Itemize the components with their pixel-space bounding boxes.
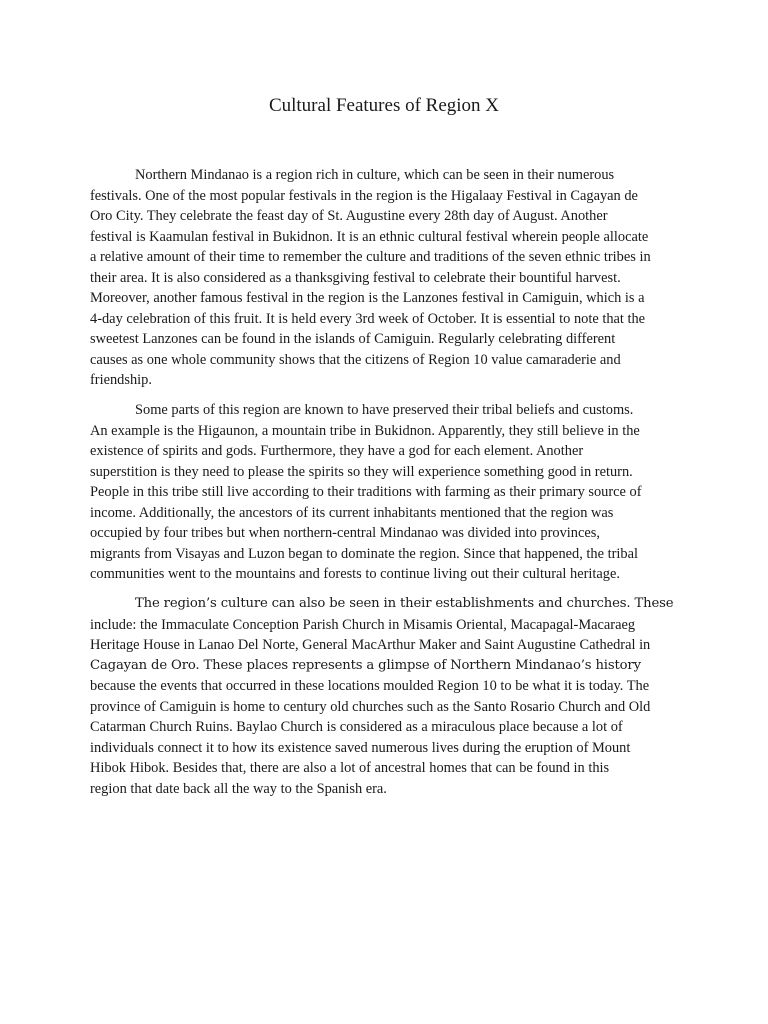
paragraph-tribal-beliefs [90,400,682,585]
text-line: individuals connect it to how its existence saved numerous lives during the eruption of Mount [90,739,631,756]
text-line: Moreover, another famous festival in the region is the Lanzones festival in Camiguin, which is a [90,290,645,306]
text-line: Oro City. They celebrate the feast day of St. Augustine every 28th day of August. Another [90,208,608,224]
paragraph-establishments-churches [90,594,682,799]
text-line: a relative amount of their time to remember the culture and traditions of the seven ethnic tribes in [90,249,651,265]
text-line: region that date back all the way to the Spanish era. [90,780,387,797]
text-line: friendship. [90,372,152,388]
text-line: migrants from Visayas and Luzon began to dominate the region. Since that happened, the tribal [90,545,638,562]
text-line: occupied by four tribes but when northern-central Mindanao was divided into provinces, [90,525,600,542]
document-title: Cultural Features of Region X [268,95,500,116]
text-line: The region’s culture can also be seen in their establishments and churches. These [135,596,674,612]
text-line: 4-day celebration of this fruit. It is held every 3rd week of October. It is essential to note that the [90,310,646,327]
text-line: existence of spirits and gods. Furthermore, they have a god for each element. Another [90,443,584,460]
text-line: because the events that occurred in these locations moulded Region 10 to be what it is today. The [90,678,650,695]
text-line: causes as one whole community shows that the citizens of Region 10 value camaraderie and [90,351,621,368]
text-line: their area. It is also considered as a thanksgiving festival to celebrate their bountiful harvest. [90,269,621,286]
text-line: Cagayan de Oro. These places represents a glimpse of Northern Mindanao’s history [90,657,641,673]
text-line: province of Camiguin is home to century old churches such as the Santo Rosario Church and Old [90,698,651,715]
text-line: festival is Kaamulan festival in Bukidnon. It is an ethnic cultural festival wherein people allocate [90,228,649,245]
text-line: sweetest Lanzones can be found in the islands of Camiguin. Regularly celebrating different [90,331,616,347]
document-body [90,165,682,809]
text-line: festivals. One of the most popular festivals in the region is the Higalaay Festival in Cagayan de [90,187,638,204]
text-line: communities went to the mountains and forests to continue living out their cultural heritage. [90,566,620,583]
text-line: People in this tribe still live according to their traditions with farming as their primary source of [90,484,642,501]
text-line: Some parts of this region are known to have preserved their tribal beliefs and customs. [135,402,634,419]
text-line: include: the Immaculate Conception Parish Church in Misamis Oriental, Macapagal-Macaraeg [90,616,636,633]
text-line: Heritage House in Lanao Del Norte, General MacArthur Maker and Saint Augustine Cathedral in [90,637,651,654]
text-line: income. Additionally, the ancestors of its current inhabitants mentioned that the region was [90,504,614,521]
paragraph-festivals [90,165,682,391]
text-line: Hibok Hibok. Besides that, there are also a lot of ancestral homes that can be found in this [90,760,610,777]
text-line: An example is the Higaunon, a mountain tribe in Bukidnon. Apparently, they still believe in the [90,422,640,439]
text-line: Northern Mindanao is a region rich in culture, which can be seen in their numerous [135,167,615,183]
text-line: Catarman Church Ruins. Baylao Church is considered as a miraculous place because a lot of [90,719,623,736]
text-line: superstition is they need to please the spirits so they will experience something good in return. [90,463,633,480]
